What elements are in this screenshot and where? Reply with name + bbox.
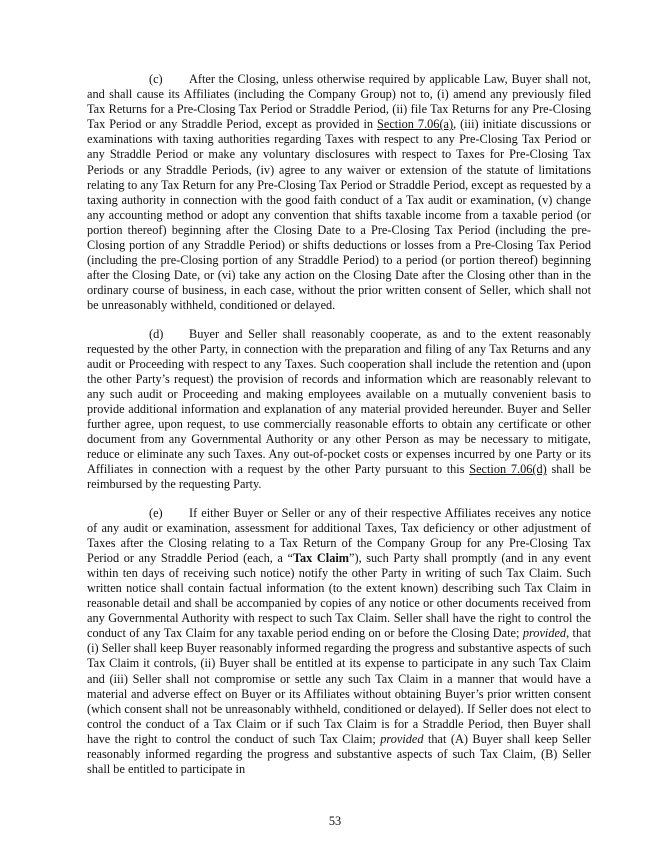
section-reference: Section 7.06(a) [377, 117, 454, 132]
text-segment: If either Buyer or Seller or any of their respective Affiliates receives any notice of any audit or examination, assessment for additional Taxes, Tax deficiency or other adjustment of Taxes after the Closing relating to a Tax Return of the Company Group for any Pre-Closing Tax Period or any Straddle Period (each, a “ [87, 505, 591, 565]
text-segment: After the Closing, unless otherwise required by applicable Law, Buyer shall not, and shall cause its Affiliates (including the Company Group) not to, (i) amend any previously filed Tax Returns for a Pre-Closing Tax Period or Straddle Period, (ii) file Tax Returns for any Pre-Closing Tax Period or any Straddle Period, except as provided in [87, 72, 591, 132]
text-segment: ”), such Party shall promptly (and in any event within ten days of receiving such notice) notify the other Party in writing of such Tax Claim. Such written notice shall contain factual information (to the extent known) describing such Tax Claim in reasonable detail and shall be accompanied by copies of any notice or other documents received from any Governmental Authority with respect to such Tax Claim. Seller shall have the right to control the conduct of any Tax Claim for any taxable period ending on or before the Closing Date; [87, 550, 591, 641]
paragraph-marker: (d) [149, 326, 164, 341]
text-segment: Buyer and Seller shall reasonably cooperate, as and to the extent reasonably requested by the other Party, in connection with the preparation and filing of any Tax Returns and any audit or Proceeding with respect to any Taxes. Such cooperation shall include the retention and (upon the other Party’s request) the provision of records and information which are reasonably relevant to any such audit or Proceeding and making employees available on a mutually convenient basis to provide additional information and explanation of any material provided hereunder. Buyer and Seller further agree, upon request, to use commercially reasonable efforts to obtain any certificate or other document from any Governmental Authority or any other Person as may be necessary to mitigate, reduce or eliminate any such Taxes. Any out-of-pocket costs or expenses incurred by one Party or its Affiliates in connection with a request by the other Party pursuant to this [87, 326, 591, 477]
defined-term: Tax Claim [292, 550, 350, 565]
text-segment: that (A) Buyer shall keep Seller reasonably informed regarding the progress and substantive aspects of such Tax Claim, (B) Seller shall be entitled to participate in [87, 731, 591, 777]
paragraph-e [87, 506, 591, 778]
paragraph-marker: (e) [149, 505, 163, 520]
text-segment: , (iii) initiate discussions or examinations with taxing authorities regarding Taxes with respect to any Pre-Closing Tax Period or any Straddle Period or make any voluntary disclosures with respect to Taxes for Pre-Closing Tax Periods or any Straddle Periods, (iv) agree to any waiver or extension of the statute of limitations relating to any Tax Return for any Pre-Closing Tax Period or Straddle Period, except as requested by a taxing authority in connection with the good faith conduct of a Tax audit or examination, (v) change any accounting method or adopt any convention that shifts taxable income from a taxable period (or portion thereof) beginning after the Closing Date to a Pre-Closing Tax Period (including the pre-Closing portion of any Straddle Period) or shifts deductions or losses from a Pre-Closing Tax Period (including the pre-Closing portion of any Straddle Period) to a period (or portion thereof) beginning after the Closing Date, or (vi) take any action on the Closing Date after the Closing other than in the ordinary course of business, in each case, without the prior written consent of Seller, which shall not be unreasonably withheld, conditioned or delayed. [87, 117, 591, 313]
paragraph-d [87, 327, 591, 493]
document-body [87, 72, 591, 790]
paragraph-marker: (c) [149, 72, 163, 86]
paragraph-c [87, 72, 591, 314]
text-segment: shall be reimbursed by the requesting Party. [87, 462, 592, 492]
emphasis-term: provided [380, 731, 424, 746]
section-reference: Section 7.06(d) [469, 462, 547, 477]
text-segment: , that (i) Seller shall keep Buyer reasonably informed regarding the progress and substantive aspects of such Tax Claim it controls, (ii) Buyer shall be entitled at its expense to participate in any such Tax Claim and (iii) Seller shall not compromise or settle any such Tax Claim in a manner that would have a material and adverse effect on Buyer or its Affiliates without obtaining Buyer’s prior written consent (which consent shall not be unreasonably withheld, conditioned or delayed). If Seller does not elect to control the conduct of a Tax Claim or if such Tax Claim is for a Straddle Period, then Buyer shall have the right to control the conduct of such Tax Claim; [87, 626, 591, 746]
page-number: 53 [328, 814, 342, 828]
emphasis-term: provided [522, 626, 567, 641]
